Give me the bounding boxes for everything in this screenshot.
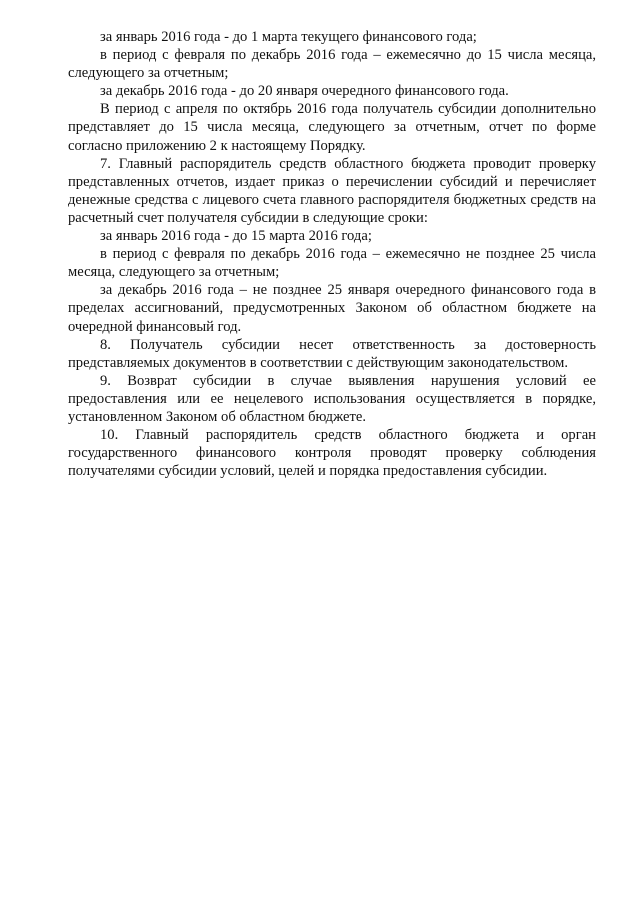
paragraph-item-10: 10. Главный распорядитель средств областного бюджета и орган государственного финансового контроля проводят проверку соблюдения получателями субсидии условий, целей и порядка предоставления субсидии. [68,427,596,480]
paragraph-additional-report: В период с апреля по октябрь 2016 года получатель субсидии дополнительно представляет до 15 числа месяца, следующего за отчетным, отчет по форме согласно приложению 2 к настоящему Порядку. [68,101,596,154]
paragraph-item-9: 9. Возврат субсидии в случае выявления нарушения условий ее предоставления или ее нецелевого использования осуществляется в порядке, установленном Законом об областном бюджете. [68,372,596,425]
paragraph-payment-monthly: в период с февраля по декабрь 2016 года – ежемесячно не позднее 25 числа месяца, следующего за отчетным; [68,246,596,281]
paragraph-january-deadline: за январь 2016 года - до 1 марта текущего финансового года; [100,29,477,45]
paragraph-monthly-deadline: в период с февраля по декабрь 2016 года – ежемесячно до 15 числа месяца, следующего за отчетным; [68,47,596,82]
paragraph-payment-december: за декабрь 2016 года – не позднее 25 января очередного финансового года в пределах ассигнований, предусмотренных Законом об областном бюджете на очередной финансовый год. [68,282,596,335]
paragraph-december-deadline: за декабрь 2016 года - до 20 января очередного финансового года. [100,83,509,100]
paragraph-item-8: 8. Получатель субсидии несет ответственность за достоверность представляемых документов в соответствии с действующим законодательством. [68,336,596,371]
document-page [68,28,596,480]
paragraph-item-7: 7. Главный распорядитель средств областного бюджета проводит проверку представленных отчетов, издает приказ о перечислении субсидий и перечисляет денежные средства с лицевого счета главного распорядителя бюджетных средств на расчетный счет получателя субсидии в следующие сроки: [68,155,596,226]
paragraph-payment-january: за январь 2016 года - до 15 марта 2016 года; [100,228,372,245]
